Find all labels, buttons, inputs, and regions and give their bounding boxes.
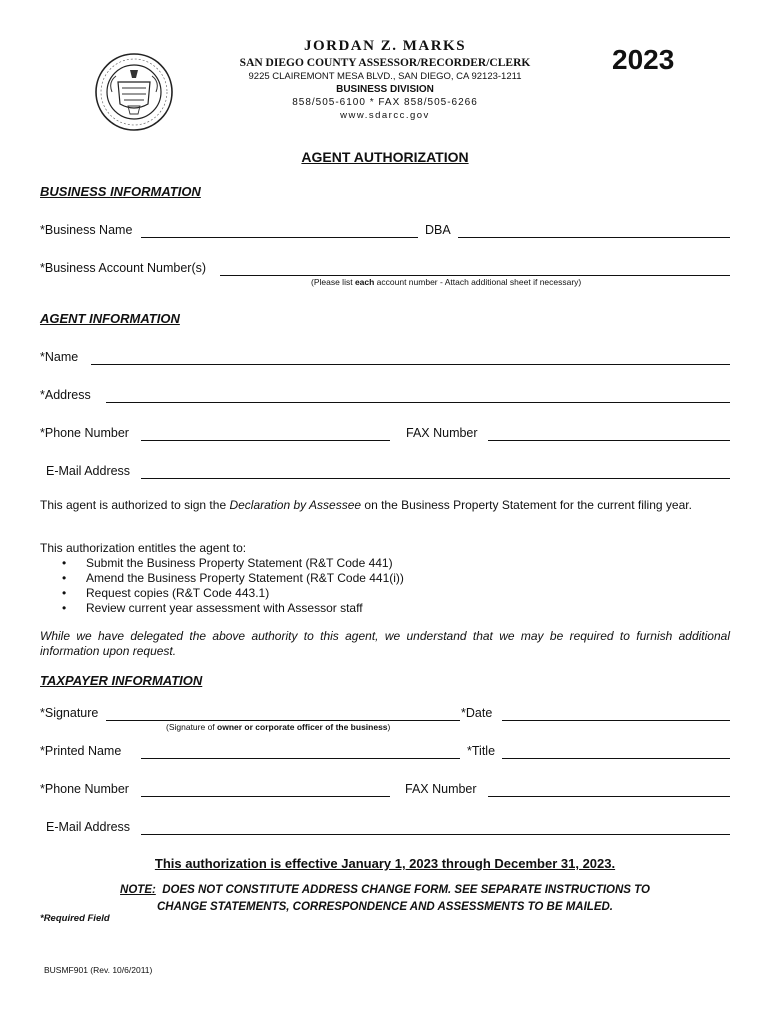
signature-label: *Signature [40, 706, 99, 720]
list-item: • Request copies (R&T Code 443.1) [40, 586, 730, 601]
account-number-field[interactable] [220, 275, 730, 276]
address-change-note: NOTE: DOES NOT CONSTITUTE ADDRESS CHANGE FORM. SEE SEPARATE INSTRUCTIONS TO CHANGE STATEMENTS, CORRESPONDENCE AND ASSESSMENTS TO BE MAILED. [120, 884, 650, 913]
required-field-note: *Required Field [40, 913, 110, 924]
signature-field[interactable] [106, 720, 460, 721]
agent-address-label: *Address [40, 388, 91, 402]
agent-email-field[interactable] [141, 478, 730, 479]
account-number-hint: (Please list each account number - Attach additional sheet if necessary) [311, 277, 582, 287]
title-label: *Title [467, 744, 496, 758]
entitlement-intro: This authorization entitles the agent to: [40, 541, 247, 555]
agent-email-label: E-Mail Address [46, 464, 131, 478]
assessor-name: JORDAN Z. MARKS [303, 38, 467, 54]
list-item: • Review current year assessment with Assessor staff [40, 601, 730, 616]
agent-address-field[interactable] [106, 402, 730, 403]
form-title: AGENT AUTHORIZATION [301, 149, 469, 165]
agent-fax-field[interactable] [488, 440, 730, 441]
taxpayer-info-heading: TAXPAYER INFORMATION [40, 673, 203, 688]
form-year: 2023 [612, 44, 675, 75]
taxpayer-phone-field[interactable] [141, 796, 390, 797]
dba-label: DBA [425, 223, 451, 237]
delegation-statement: While we have delegated the above authority to this agent, we understand that we may be required to furnish additional information upon request. [40, 629, 730, 658]
authorization-statement: This agent is authorized to sign the Declaration by Assessee on the Business Property Statement for the current filing year. [40, 498, 692, 512]
printed-name-field[interactable] [141, 758, 460, 759]
effective-dates: This authorization is effective January 1, 2023 through December 31, 2023. [154, 856, 616, 871]
business-name-label: *Business Name [40, 223, 133, 237]
signature-hint: (Signature of owner or corporate officer of the business) [166, 722, 391, 732]
office-website: www.sdarcc.gov [340, 110, 430, 121]
office-address: 9225 CLAIREMONT MESA BLVD., SAN DIEGO, CA 92123-1211 [248, 71, 522, 82]
date-label: *Date [461, 706, 493, 720]
taxpayer-fax-field[interactable] [488, 796, 730, 797]
business-info-heading: BUSINESS INFORMATION [40, 184, 201, 199]
date-field[interactable] [502, 720, 730, 721]
entitlement-list [40, 556, 730, 616]
title-field[interactable] [502, 758, 730, 759]
list-item: • Amend the Business Property Statement (R&T Code 441(i)) [40, 571, 730, 586]
account-number-label: *Business Account Number(s) [40, 261, 207, 275]
agent-name-field[interactable] [91, 364, 730, 365]
taxpayer-fax-label: FAX Number [405, 782, 477, 796]
agent-phone-label: *Phone Number [40, 426, 129, 440]
agent-info-heading: AGENT INFORMATION [40, 311, 180, 326]
office-phone: 858/505-6100 * FAX 858/505-6266 [292, 97, 478, 108]
office-name: SAN DIEGO COUNTY ASSESSOR/RECORDER/CLERK [239, 57, 531, 69]
taxpayer-phone-label: *Phone Number [40, 782, 129, 796]
business-name-field[interactable] [141, 237, 418, 238]
taxpayer-email-label: E-Mail Address [46, 820, 131, 834]
list-item: • Submit the Business Property Statement (R&T Code 441) [40, 556, 730, 571]
county-seal-icon [94, 52, 174, 132]
agent-fax-label: FAX Number [406, 426, 478, 440]
printed-name-label: *Printed Name [40, 744, 122, 758]
taxpayer-email-field[interactable] [141, 834, 730, 835]
dba-field[interactable] [458, 237, 730, 238]
agent-name-label: *Name [40, 350, 79, 364]
agent-phone-field[interactable] [141, 440, 390, 441]
division-name: BUSINESS DIVISION [336, 84, 434, 95]
form-id: BUSMF901 (Rev. 10/6/2011) [44, 965, 153, 975]
